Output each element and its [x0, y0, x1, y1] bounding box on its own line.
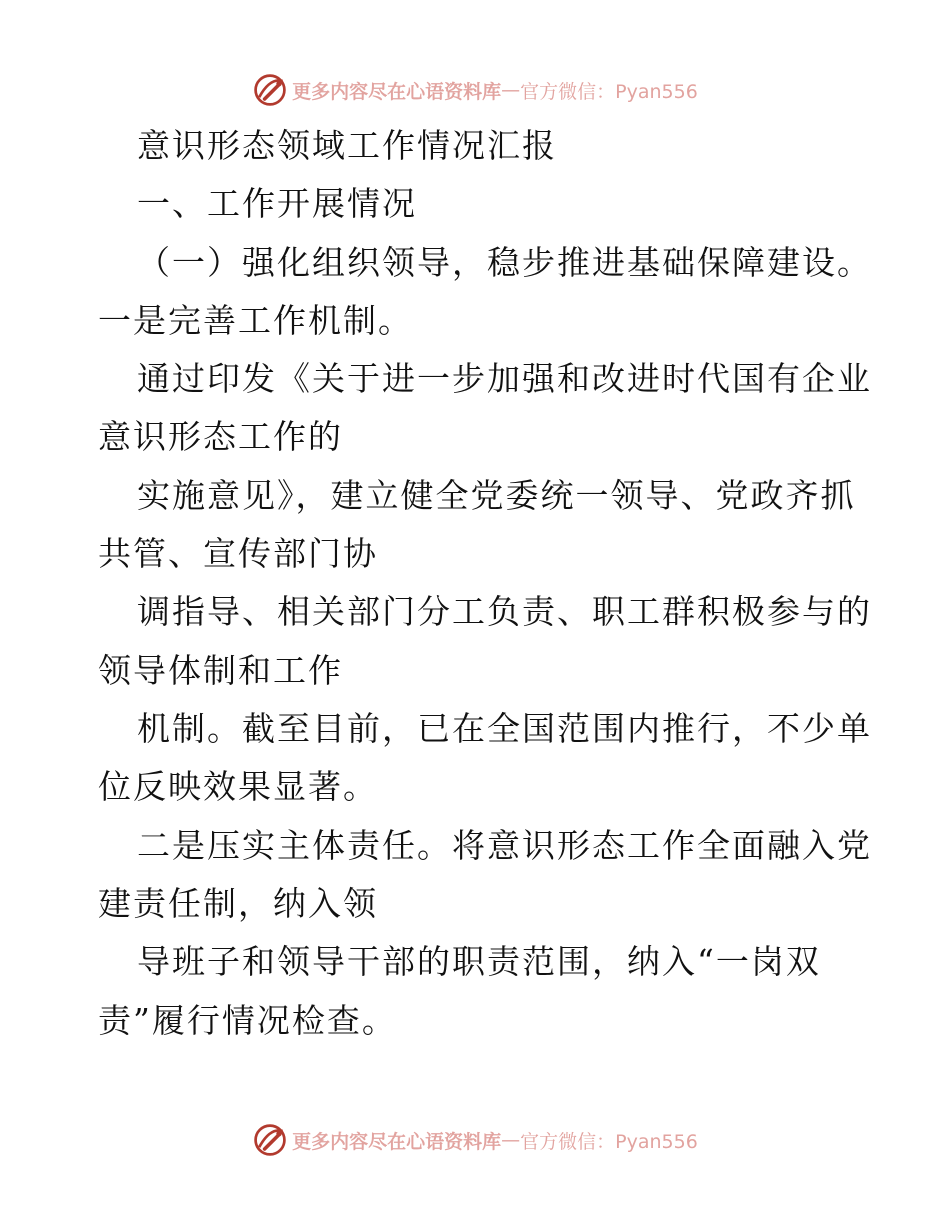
paragraph-line: 实施意见》，建立健全党委统一领导、党政齐抓 [137, 476, 856, 515]
watermark-wechat: 官方微信：Pyan556 [520, 1130, 698, 1153]
brand-logo-icon [252, 72, 288, 108]
paragraph-line: 机制。截至目前，已在全国范围内推行，不少单 [137, 709, 872, 748]
watermark-text: 更多内容尽在心语资料库 [292, 1130, 502, 1153]
paragraph-line: 责”履行情况检查。 [98, 1001, 397, 1040]
paragraph-line: 通过印发《关于进一步加强和改进时代国有企业 [137, 359, 872, 398]
paragraph-line: 位反映效果显著。 [98, 767, 378, 806]
paragraph-line: 意识形态工作的 [98, 417, 343, 456]
watermark-wechat: 官方微信：Pyan556 [520, 80, 698, 103]
paragraph-line: 共管、宣传部门协 [98, 534, 378, 573]
section-heading: 一、工作开展情况 [137, 184, 417, 223]
header-watermark [0, 70, 950, 110]
subsection-heading: （一）强化组织领导，稳步推进基础保障建设。 [137, 243, 872, 282]
watermark-separator: — [501, 1129, 521, 1151]
watermark-text: 更多内容尽在心语资料库 [292, 80, 502, 103]
paragraph-line: 一是完善工作机制。 [98, 301, 413, 340]
watermark-separator: — [501, 79, 521, 101]
paragraph-line: 建责任制，纳入领 [98, 884, 378, 923]
document-title: 意识形态领域工作情况汇报 [137, 126, 557, 165]
brand-logo-icon [252, 1122, 288, 1158]
paragraph-line: 二是压实主体责任。将意识形态工作全面融入党 [137, 826, 872, 865]
paragraph-line: 导班子和领导干部的职责范围，纳入“一岗双 [137, 942, 821, 981]
paragraph-line: 调指导、相关部门分工负责、职工群积极参与的 [137, 592, 872, 631]
paragraph-line: 领导体制和工作 [98, 651, 343, 690]
footer-watermark [0, 1120, 950, 1160]
